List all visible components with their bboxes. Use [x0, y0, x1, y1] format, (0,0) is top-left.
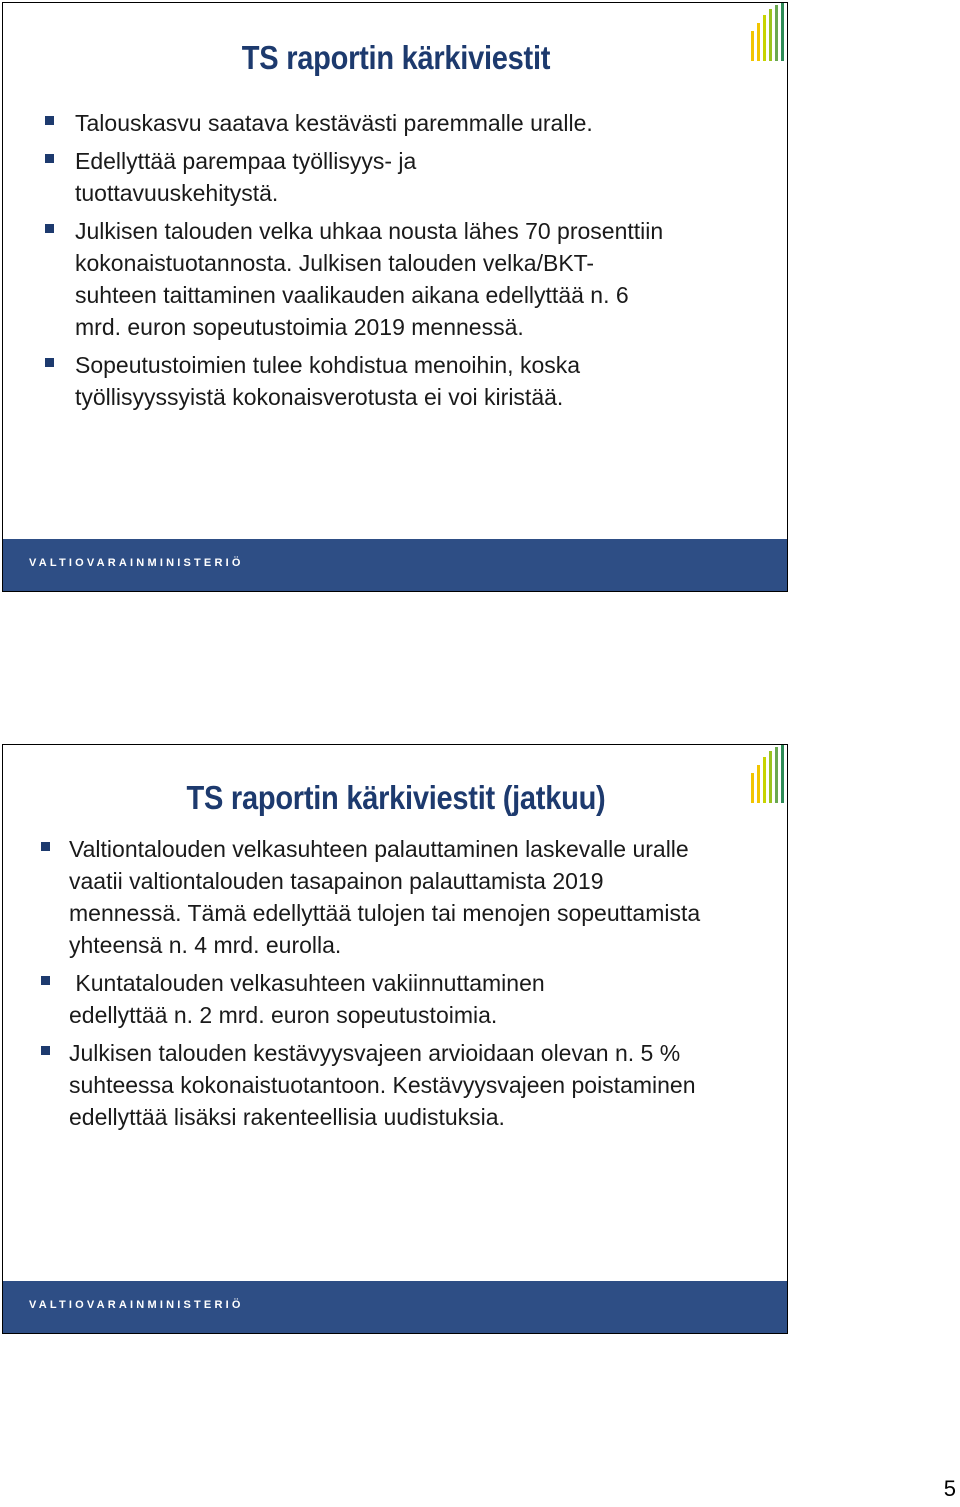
footer-ministry-name: VALTIOVARAINMINISTERIÖ	[29, 557, 244, 569]
footer-ministry-name: VALTIOVARAINMINISTERIÖ	[29, 1299, 244, 1311]
square-bullet-icon	[45, 358, 54, 367]
square-bullet-icon	[41, 1046, 50, 1055]
slide-1	[2, 2, 788, 592]
slide-2	[2, 744, 788, 1334]
square-bullet-icon	[41, 976, 50, 985]
ministry-logo-icon	[747, 3, 787, 63]
bullet-text: Valtiontalouden velkasuhteen palauttaminen laskevalle uralle vaatii valtiontalouden tasapainon palauttamista 2019 mennessä. Tämä edellyttää tulojen tai menojen sopeuttamista yhteensä n. 4 mrd. eurolla.	[69, 836, 701, 958]
bullet-item	[69, 1037, 759, 1133]
square-bullet-icon	[45, 224, 54, 233]
bullet-item	[75, 215, 755, 343]
page-number: 5	[943, 1476, 956, 1501]
bullet-list	[75, 107, 755, 419]
footer-bar	[3, 1281, 787, 1333]
square-bullet-icon	[41, 842, 50, 851]
bullet-text: Sopeutustoimien tulee kohdistua menoihin, koska työllisyyssyistä kokonaisverotusta ei voi kiristää.	[75, 352, 581, 410]
bullet-text: Talouskasvu saatava kestävästi paremmalle uralle.	[75, 110, 593, 136]
square-bullet-icon	[45, 154, 54, 163]
bullet-text: Julkisen talouden velka uhkaa nousta lähes 70 prosenttiin kokonaistuotannosta. Julkisen talouden velka/BKT-suhteen taittaminen vaalikauden aikana edellyttää n. 6 mrd. euron sopeutustoimia 2019 mennessä.	[75, 218, 664, 340]
slide-title: TS raportin kärkiviestit (jatkuu)	[186, 779, 606, 816]
bullet-list	[69, 833, 759, 1139]
square-bullet-icon	[45, 116, 54, 125]
bullet-item	[69, 833, 759, 961]
bullet-item	[69, 967, 759, 1031]
slide-title: TS raportin kärkiviestit	[241, 39, 551, 76]
footer-bar	[3, 539, 787, 591]
ministry-logo-icon	[747, 745, 787, 805]
bullet-item	[75, 145, 755, 209]
bullet-item	[75, 107, 755, 139]
bullet-text: Edellyttää parempaa työllisyys- ja tuottavuuskehitystä.	[75, 148, 417, 206]
bullet-text: Julkisen talouden kestävyysvajeen arvioidaan olevan n. 5 % suhteessa kokonaistuotantoon. Kestävyysvajeen poistaminen edellyttää lisäksi rakenteellisia uudistuksia.	[69, 1040, 696, 1130]
bullet-item	[75, 349, 755, 413]
bullet-text: Kuntatalouden velkasuhteen vakiinnuttaminen edellyttää n. 2 mrd. euron sopeutustoimia.	[69, 970, 552, 1028]
